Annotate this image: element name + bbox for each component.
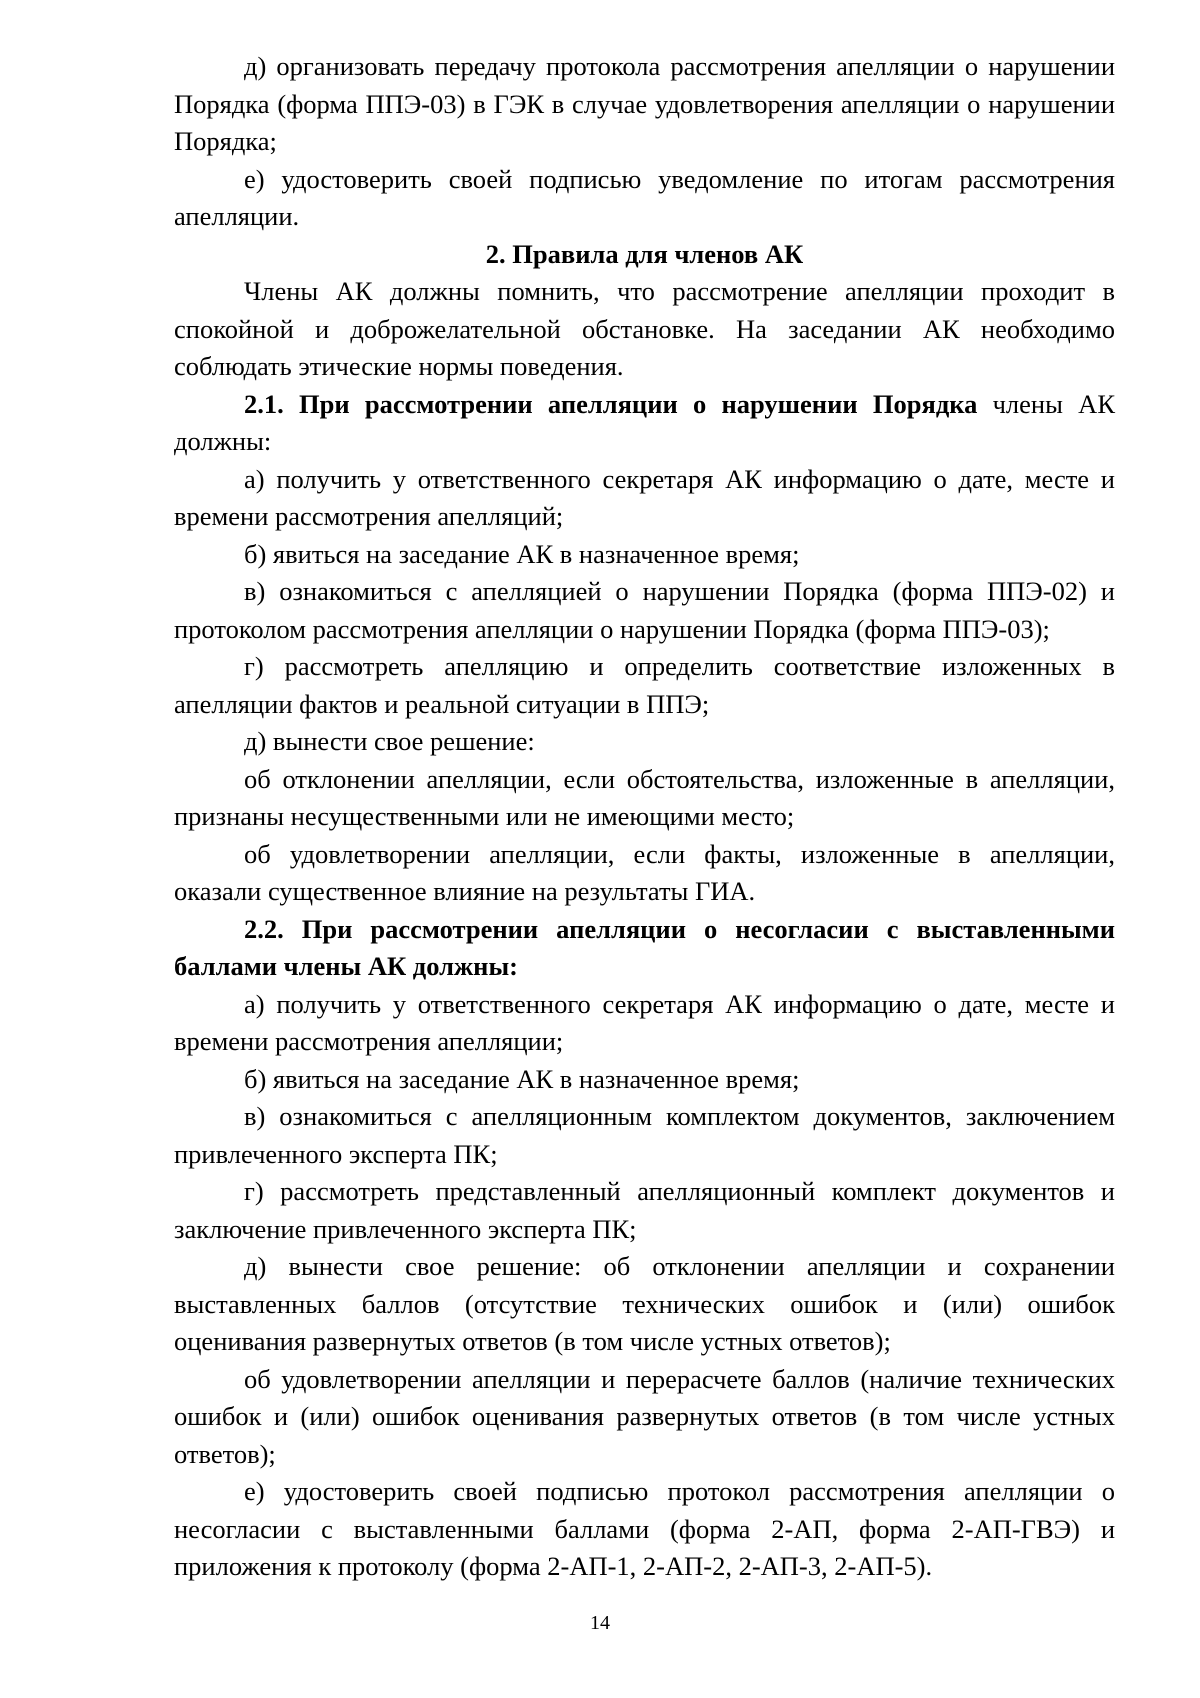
paragraph-e-top: е) удостоверить своей подписью уведомление по итогам рассмотрения апелляции. xyxy=(174,163,1115,231)
section-2-2-item-v: в) ознакомиться с апелляционным комплектом документов, заключением привлеченного эксперта ПК; xyxy=(174,1101,1115,1169)
section-2-2-item-g: г) рассмотреть представленный апелляционный комплект документов и заключение привлеченного эксперта ПК; xyxy=(174,1176,1115,1244)
section-2-1-bold-lead: 2.1. При рассмотрении апелляции о нарушении Порядка xyxy=(244,388,978,419)
section-2-1-lead-rest: члены АК должны: xyxy=(174,388,1115,456)
section-2-1-lead xyxy=(174,386,1115,461)
section-2-heading: 2. Правила для членов АК xyxy=(485,238,804,269)
section-2-1-item-g: г) рассмотреть апелляцию и определить соответствие изложенных в апелляции фактов и реальной ситуации в ППЭ; xyxy=(174,651,1115,719)
page-number: 14 xyxy=(590,1612,610,1634)
section-2-1-decision-reject: об отклонении апелляции, если обстоятельства, изложенные в апелляции, признаны несущественными или не имеющими место; xyxy=(174,763,1115,831)
section-2-1-item-v: в) ознакомиться с апелляцией о нарушении Порядка (форма ППЭ-02) и протоколом рассмотрения апелляции о нарушении Порядка (форма ППЭ-03); xyxy=(174,576,1115,644)
section-2-2-decision-accept: об удовлетворении апелляции и перерасчете баллов (наличие технических ошибок и (или) ошибок оценивания развернутых ответов (в том числе устных ответов); xyxy=(174,1363,1115,1469)
section-2-2-heading: 2.2. При рассмотрении апелляции о несогласии с выставленными баллами члены АК должны: xyxy=(174,913,1115,981)
section-2-2-item-d: д) вынести свое решение: об отклонении апелляции и сохранении выставленных баллов (отсутствие технических ошибок и (или) ошибок оценивания развернутых ответов (в том числе устных ответов); xyxy=(174,1251,1115,1356)
section-2-2-item-b: б) явиться на заседание АК в назначенное время; xyxy=(244,1063,800,1094)
paragraph-d-top: д) организовать передачу протокола рассмотрения апелляции о нарушении Порядка (форма ППЭ-03) в ГЭК в случае удовлетворения апелляции о нарушении Порядка; xyxy=(174,51,1115,156)
document-page xyxy=(174,48,1115,1586)
section-2-1-item-d: д) вынести свое решение: xyxy=(244,726,535,756)
section-2-1-item-b: б) явиться на заседание АК в назначенное время; xyxy=(244,538,800,569)
section-2-1-item-a: а) получить у ответственного секретаря АК информацию о дате, месте и времени рассмотрения апелляций; xyxy=(174,463,1115,531)
section-2-1-decision-accept: об удовлетворении апелляции, если факты, изложенные в апелляции, оказали существенное влияние на результаты ГИА. xyxy=(174,838,1115,906)
section-2-2-item-a: а) получить у ответственного секретаря АК информацию о дате, месте и времени рассмотрения апелляции; xyxy=(174,988,1115,1056)
section-2-intro: Члены АК должны помнить, что рассмотрение апелляции проходит в спокойной и доброжелательной обстановке. На заседании АК необходимо соблюдать этические нормы поведения. xyxy=(174,276,1115,381)
section-2-2-item-e: е) удостоверить своей подписью протокол рассмотрения апелляции о несогласии с выставленными баллами (форма 2-АП, форма 2-АП-ГВЭ) и приложения к протоколу (форма 2-АП-1, 2-АП-2, 2-АП-3, 2-АП-5). xyxy=(174,1476,1115,1581)
